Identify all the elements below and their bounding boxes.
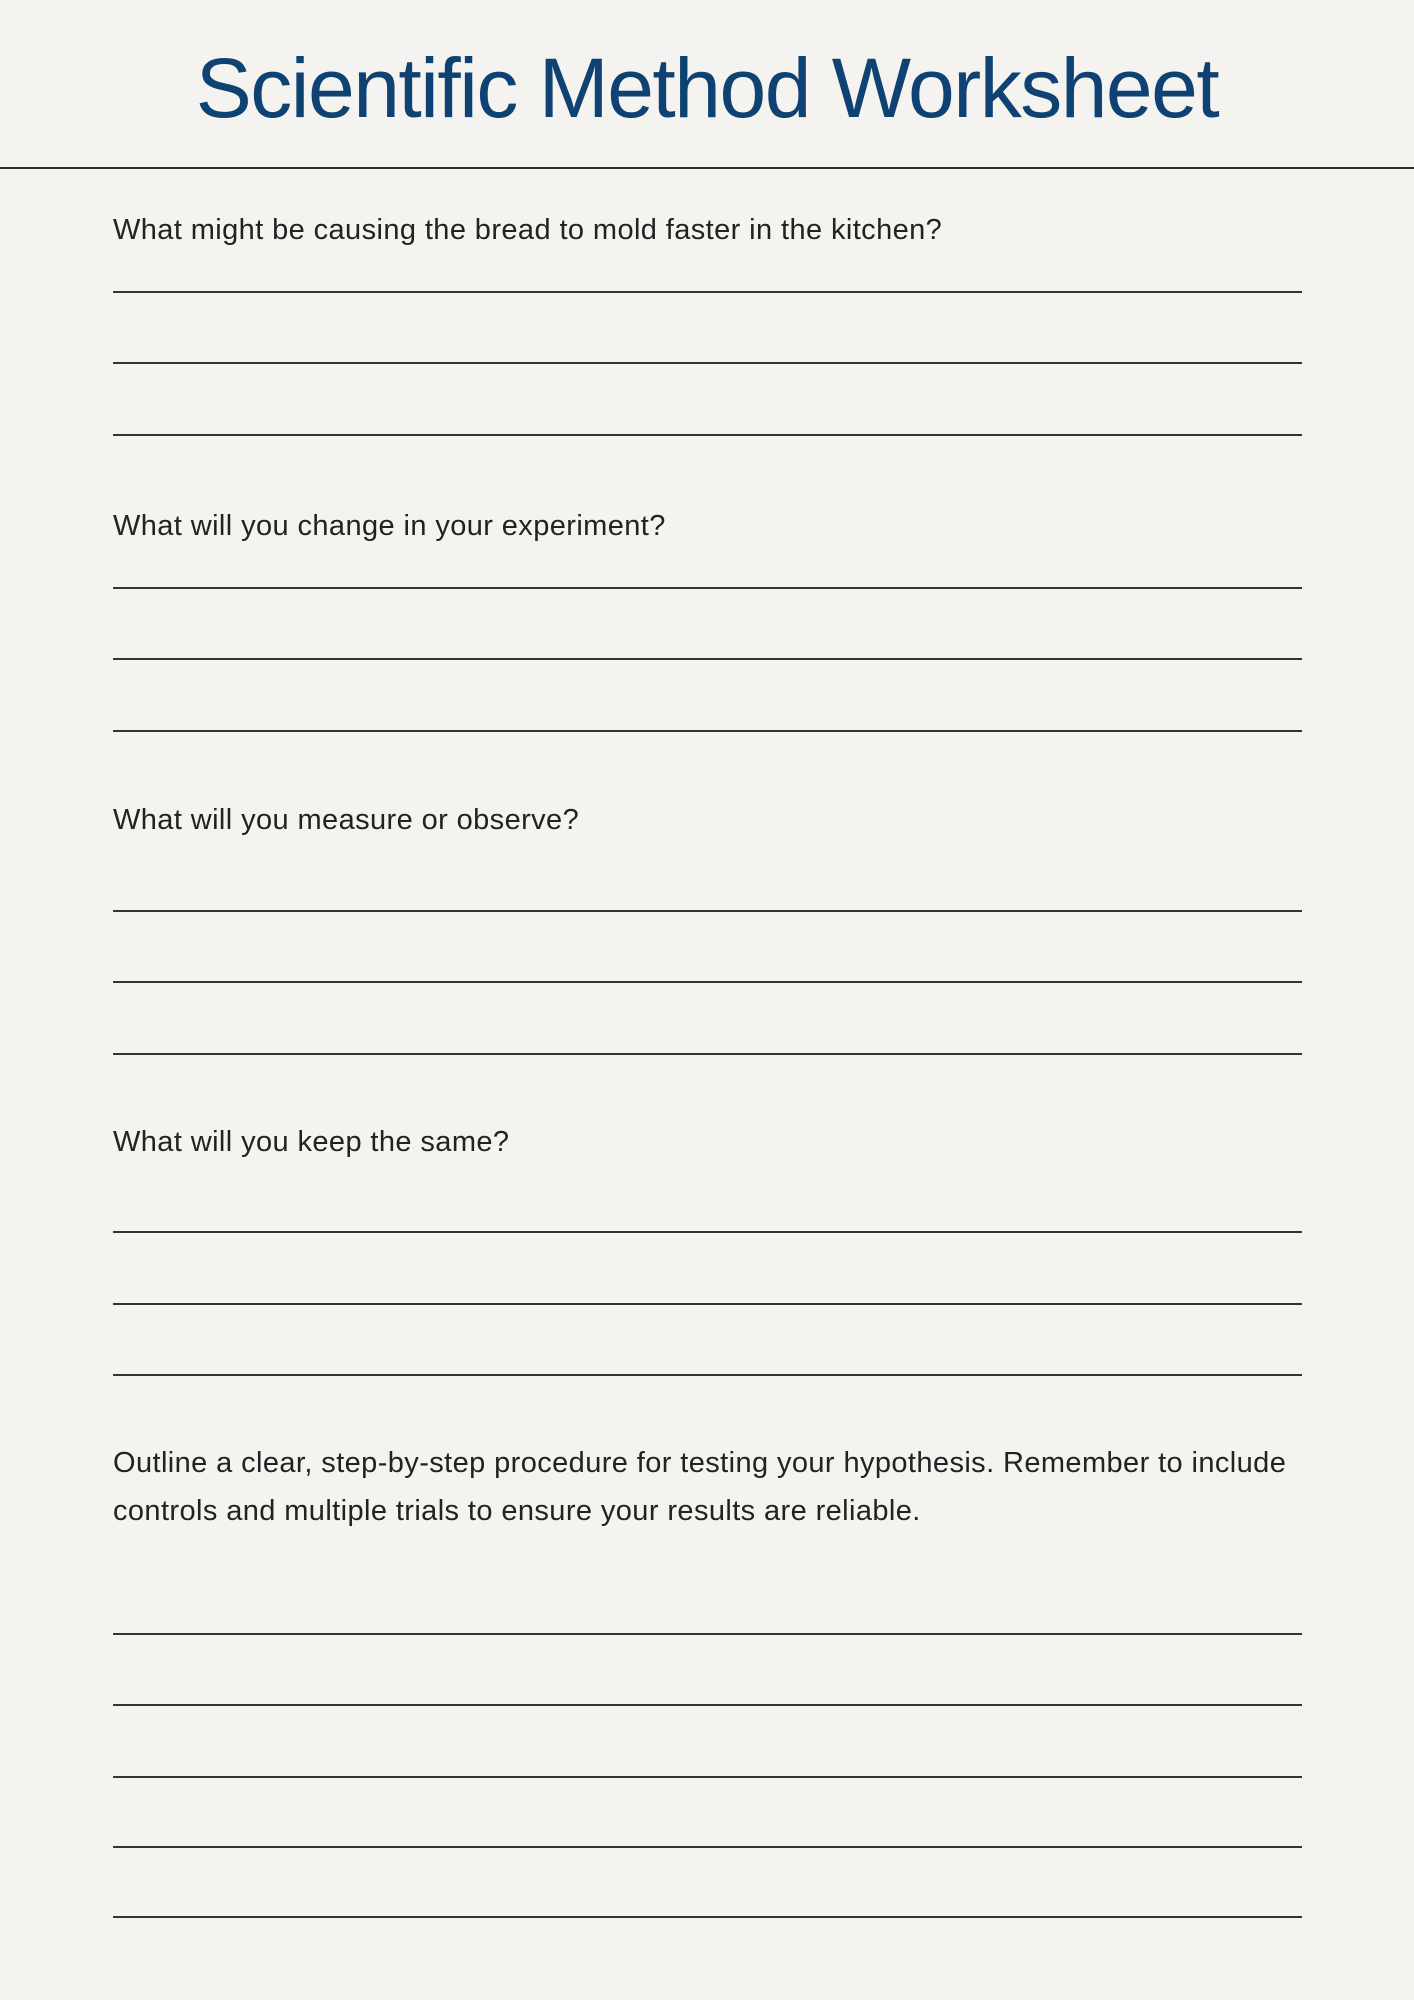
answer-line[interactable] (113, 1704, 1302, 1706)
question-independent-variable: What will you change in your experiment? (113, 510, 666, 542)
answer-line[interactable] (113, 1303, 1302, 1305)
header (0, 0, 1414, 169)
answer-line[interactable] (113, 981, 1302, 983)
answer-line[interactable] (113, 1231, 1302, 1233)
answer-line[interactable] (113, 291, 1302, 293)
question-procedure: Outline a clear, step-by-step procedure for testing your hypothesis. Remember to include controls and multiple trials to ensure your results are reliable. (113, 1447, 1287, 1527)
answer-line[interactable] (113, 362, 1302, 364)
answer-line[interactable] (113, 1374, 1302, 1376)
answer-line[interactable] (113, 658, 1302, 660)
answer-line[interactable] (113, 730, 1302, 732)
question-controlled-variables: What will you keep the same? (113, 1126, 510, 1158)
answer-line[interactable] (113, 434, 1302, 436)
answer-line[interactable] (113, 587, 1302, 589)
question-dependent-variable: What will you measure or observe? (113, 804, 580, 836)
answer-line[interactable] (113, 1776, 1302, 1778)
answer-line[interactable] (113, 1053, 1302, 1055)
answer-line[interactable] (113, 1633, 1302, 1635)
page-title: Scientific Method Worksheet (195, 41, 1219, 135)
answer-line[interactable] (113, 1846, 1302, 1848)
answer-line[interactable] (113, 910, 1302, 912)
answer-line[interactable] (113, 1916, 1302, 1918)
question-cause: What might be causing the bread to mold faster in the kitchen? (113, 214, 943, 246)
